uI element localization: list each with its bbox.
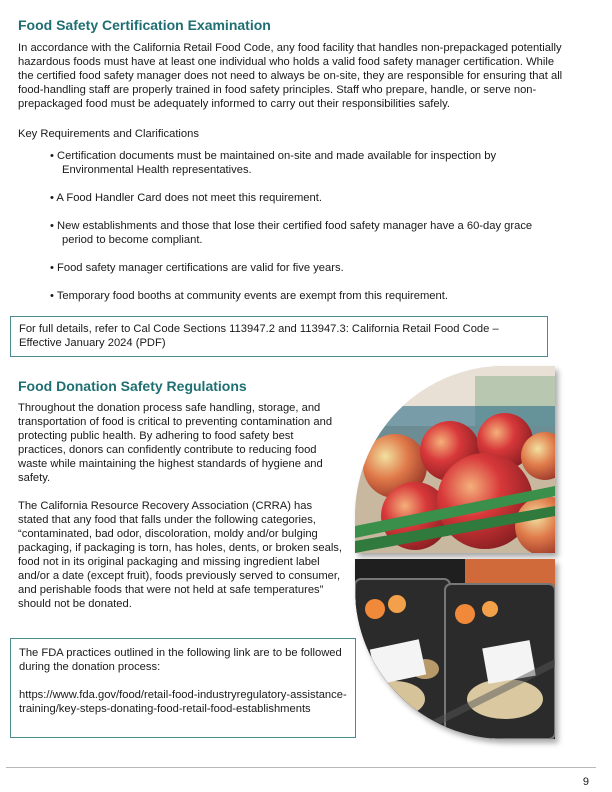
list-item: • New establishments and those that lose their certified food safety manager have a 60-day grace period to become compliant.	[50, 219, 550, 247]
certification-intro: In accordance with the California Retail Food Code, any food facility that handles non-prepackaged potentially hazardous foods must have at least one individual who holds a valid food safety manager certification. While the certified food safety manager does not need to always be on-site, they are responsible for ensuring that all food-handling staff are properly trained in food safety principles. Staff who prepare, handle, or serve non-prepackaged food must be adequately informed to carry out their responsibilities safely.	[18, 42, 563, 110]
list-item: • Temporary food booths at community events are exempt from this requirement.	[50, 289, 550, 303]
requirements-subheading: Key Requirements and Clarifications	[18, 128, 199, 140]
requirements-list	[50, 149, 550, 303]
list-item: • A Food Handler Card does not meet this requirement.	[50, 191, 550, 205]
meals-photo	[355, 559, 555, 739]
donation-paragraph-2: The California Resource Recovery Association (CRRA) has stated that any food that falls under the following categories, “contaminated, bad odor, discoloration, moldy and/or bulging packaging, if packaging is torn, has holes, dents, or broken seals, food not in its original packaging and missing ingredient label and/or a date (except fruit), foods previously served to consumer, and perishable foods that were not held at safe temperatures” should not be donated.	[18, 500, 343, 610]
page-number: 9	[582, 776, 589, 788]
section2-heading: Food Donation Safety Regulations	[18, 378, 247, 394]
cal-code-reference-box	[10, 316, 548, 357]
list-item: • Food safety manager certifications are valid for five years.	[50, 261, 550, 275]
footer-rule	[6, 767, 596, 768]
fda-practices-box	[10, 638, 356, 738]
donation-paragraph-1: Throughout the donation process safe handling, storage, and transportation of food is critical to preventing contamination and protecting public health. By adhering to food safety best practices, donors can confidently contribute to reducing food waste while maintaining the highest standards of hygiene and safety.	[18, 402, 333, 484]
apples-photo	[355, 366, 555, 553]
meals-photo-art	[355, 559, 555, 739]
section1-heading: Food Safety Certification Examination	[18, 17, 271, 33]
cal-code-reference-text: For full details, refer to Cal Code Sections 113947.2 and 113947.3: California Retail Food Code – Effective January 2024 (PDF)	[19, 323, 499, 349]
donation-body	[18, 401, 343, 611]
fda-link[interactable]: https://www.fda.gov/food/retail-food-industryregulatory-assistance-training/key-steps-donating-food-retail-food-establishments	[19, 689, 347, 715]
fda-practices-text: The FDA practices outlined in the following link are to be followed during the donation process:	[19, 647, 342, 673]
apples-photo-art	[355, 366, 555, 553]
list-item: • Certification documents must be maintained on-site and made available for inspection by Environmental Health representatives.	[50, 149, 550, 177]
